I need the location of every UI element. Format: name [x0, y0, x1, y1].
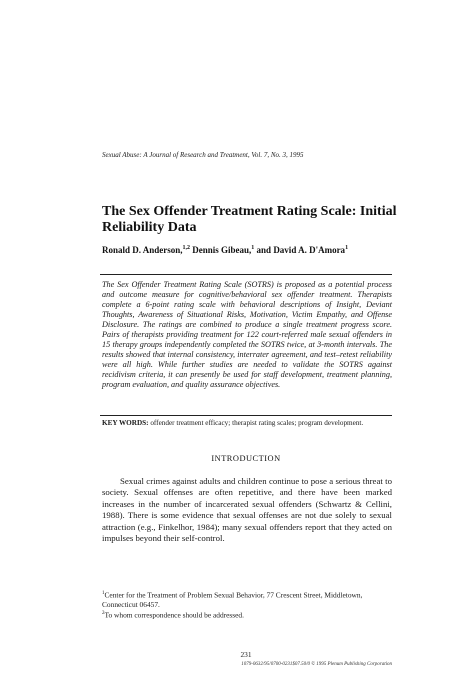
article-title: The Sex Offender Treatment Rating Scale: Initial Reliability Data	[102, 204, 397, 235]
footnote-marker: 1	[102, 591, 105, 596]
keywords	[102, 419, 392, 428]
copyright-line: 1079-0632/95/0700-0231$07.50/0 © 1995 Plenum Publishing Corporation	[241, 662, 392, 667]
page-number: 231	[240, 650, 252, 659]
author-name: Dennis Gibeau,	[192, 245, 252, 255]
author-affiliation-marker: 1	[251, 245, 255, 251]
keywords-text: offender treatment efficacy; therapist rating scales; program development.	[150, 419, 364, 427]
author-name: David A. D'Amora	[273, 245, 346, 255]
footnote-text: Center for the Treatment of Problem Sexual Behavior, 77 Crescent Street, Middletown, Connecticut 06457.	[102, 590, 363, 609]
footnote	[102, 589, 392, 609]
author-conjunction: and	[256, 245, 272, 255]
abstract-top-rule	[100, 274, 392, 275]
running-head: Sexual Abuse: A Journal of Research and Treatment, Vol. 7, No. 3, 1995	[102, 151, 304, 159]
footnotes	[102, 589, 392, 620]
author-name: Ronald D. Anderson,	[102, 245, 183, 255]
author-line	[102, 245, 348, 255]
section-heading: INTRODUCTION	[211, 454, 281, 463]
footnote	[102, 609, 392, 620]
keywords-label: KEY WORDS:	[102, 419, 149, 427]
footnote-text: To whom correspondence should be addressed.	[104, 610, 244, 620]
author-affiliation-marker: 1,2	[182, 245, 191, 251]
abstract-bottom-rule	[100, 415, 392, 416]
author-affiliation-marker: 1	[345, 245, 349, 251]
abstract: The Sex Offender Treatment Rating Scale (SOTRS) is proposed as a potential process and outcome measure for cognitive/behavioral sex offender treatment. Therapists complete a 6-point rating scale with behavioral descriptions of Insight, Deviant Thoughts, Awareness of Situational Risks, Motivation, Victim Empathy, and Offense Disclosure. The ratings are combined to produce a single treatment progress score. Pairs of therapists providing treatment for 122 court-referred male sexual offenders in 15 therapy groups independently completed the SOTRS twice, at 3-month intervals. The results showed that internal consistency, interrater agreement, and test–retest reliability were all high. While further studies are needed to validate the SOTRS against recidivism criteria, it can presently be used for staff development, treatment planning, program evaluation, and quality assurance objectives.	[102, 280, 392, 389]
footnote-marker: 2	[102, 611, 105, 617]
body-paragraph: Sexual crimes against adults and children continue to pose a serious threat to society. Sexual offenses are often repetitive, and there have been marked increases in the number of incarcerated sexual offenders (Schwartz & Cellini, 1988). There is some evidence that sexual offenses are not due solely to sexual attraction (e.g., Finkelhor, 1984); many sexual offenders report that they acted on impulses beyond their self-control.	[102, 476, 392, 544]
